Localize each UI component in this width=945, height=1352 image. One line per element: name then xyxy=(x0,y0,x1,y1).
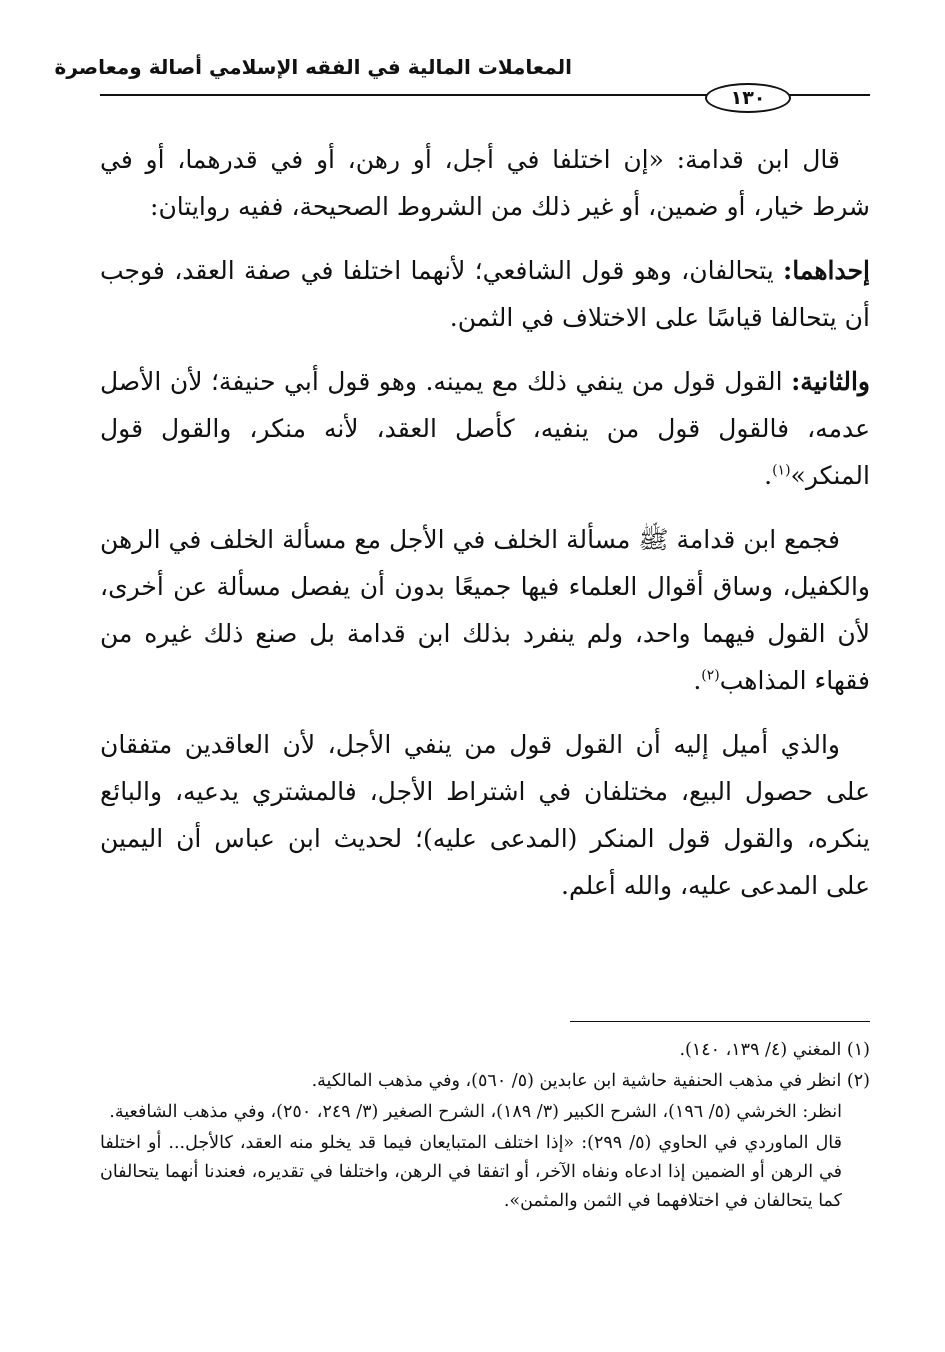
paragraph-2 xyxy=(100,247,870,341)
footnote-separator xyxy=(570,1021,870,1022)
footnote-2-line-3: قال الماوردي في الحاوي (٥/ ٢٩٩): «إذا اختلف المتبايعان فيما قد يخلو منه العقد، كالأجل... أو اختلفا في الرهن أو الضمين إذا ادعاه ونفاه الآخر، أو اتفقا في الرهن، واختلفا في تقديره، فعندنا أنهما يتحالفان كما يتحالفان في اختلافهما في الثمن والمثمن». xyxy=(100,1133,842,1211)
footnotes xyxy=(100,1036,870,1218)
running-header-title: المعاملات المالية في الفقه الإسلامي أصالة ومعاصرة xyxy=(54,55,572,79)
paragraph-4-end: . xyxy=(693,666,702,695)
footnote-ref-1[interactable]: (١) xyxy=(772,462,791,479)
page-number: ١٣٠ xyxy=(705,83,791,113)
paragraph-3-end: . xyxy=(764,461,773,490)
footnote-1: (١) المغني (٤/ ١٣٩، ١٤٠). xyxy=(679,1040,870,1060)
main-text xyxy=(100,136,870,926)
footnote-ref-2[interactable]: (٢) xyxy=(701,667,720,684)
paragraph-2-lead: إحداهما: xyxy=(783,256,870,285)
paragraph-4-text: فجمع ابن قدامة ﷺ مسألة الخلف في الأجل مع مسألة الخلف في الرهن والكفيل، وساق أقوال العلماء فيها جميعًا بدون أن يفصل مسألة عن أخرى، لأن القول فيهما واحد، ولم ينفرد بذلك ابن قدامة بل صنع ذلك غيره من فقهاء المذاهب xyxy=(100,525,870,695)
paragraph-5: والذي أميل إليه أن القول قول من ينفي الأجل، لأن العاقدين متفقان على حصول البيع، مختلفان في اشتراط الأجل، فالمشتري يدعيه، والبائع ينكره، والقول قول المنكر (المدعى عليه)؛ لحديث ابن عباس أن اليمين على المدعى عليه، والله أعلم. xyxy=(100,730,870,900)
footnote-2-line-2: انظر: الخرشي (٥/ ١٩٦)، الشرح الكبير (٣/ ١٨٩)، الشرح الصغير (٣/ ٢٤٩، ٢٥٠)، وفي مذهب الشافعية. xyxy=(109,1102,842,1122)
paragraph-3 xyxy=(100,358,870,499)
paragraph-3-lead: والثانية: xyxy=(791,367,870,396)
paragraph-4 xyxy=(100,516,870,704)
paragraph-3-text: القول قول من ينفي ذلك مع يمينه. وهو قول أبي حنيفة؛ لأن الأصل عدمه، فالقول قول من ينفيه، كأصل العقد، لأنه منكر، والقول قول المنكر» xyxy=(100,367,870,490)
footnote-2-line-1: (٢) انظر في مذهب الحنفية حاشية ابن عابدين (٥/ ٥٦٠)، وفي مذهب المالكية. xyxy=(311,1071,870,1091)
paragraph-2-text: يتحالفان، وهو قول الشافعي؛ لأنهما اختلفا في صفة العقد، فوجب أن يتحالفا قياسًا على الاختلاف في الثمن. xyxy=(100,256,870,332)
paragraph-1: قال ابن قدامة: «إن اختلفا في أجل، أو رهن، أو في قدرهما، أو في شرط خيار، أو ضمين، أو غير ذلك من الشروط الصحيحة، ففيه روايتان: xyxy=(100,145,870,221)
